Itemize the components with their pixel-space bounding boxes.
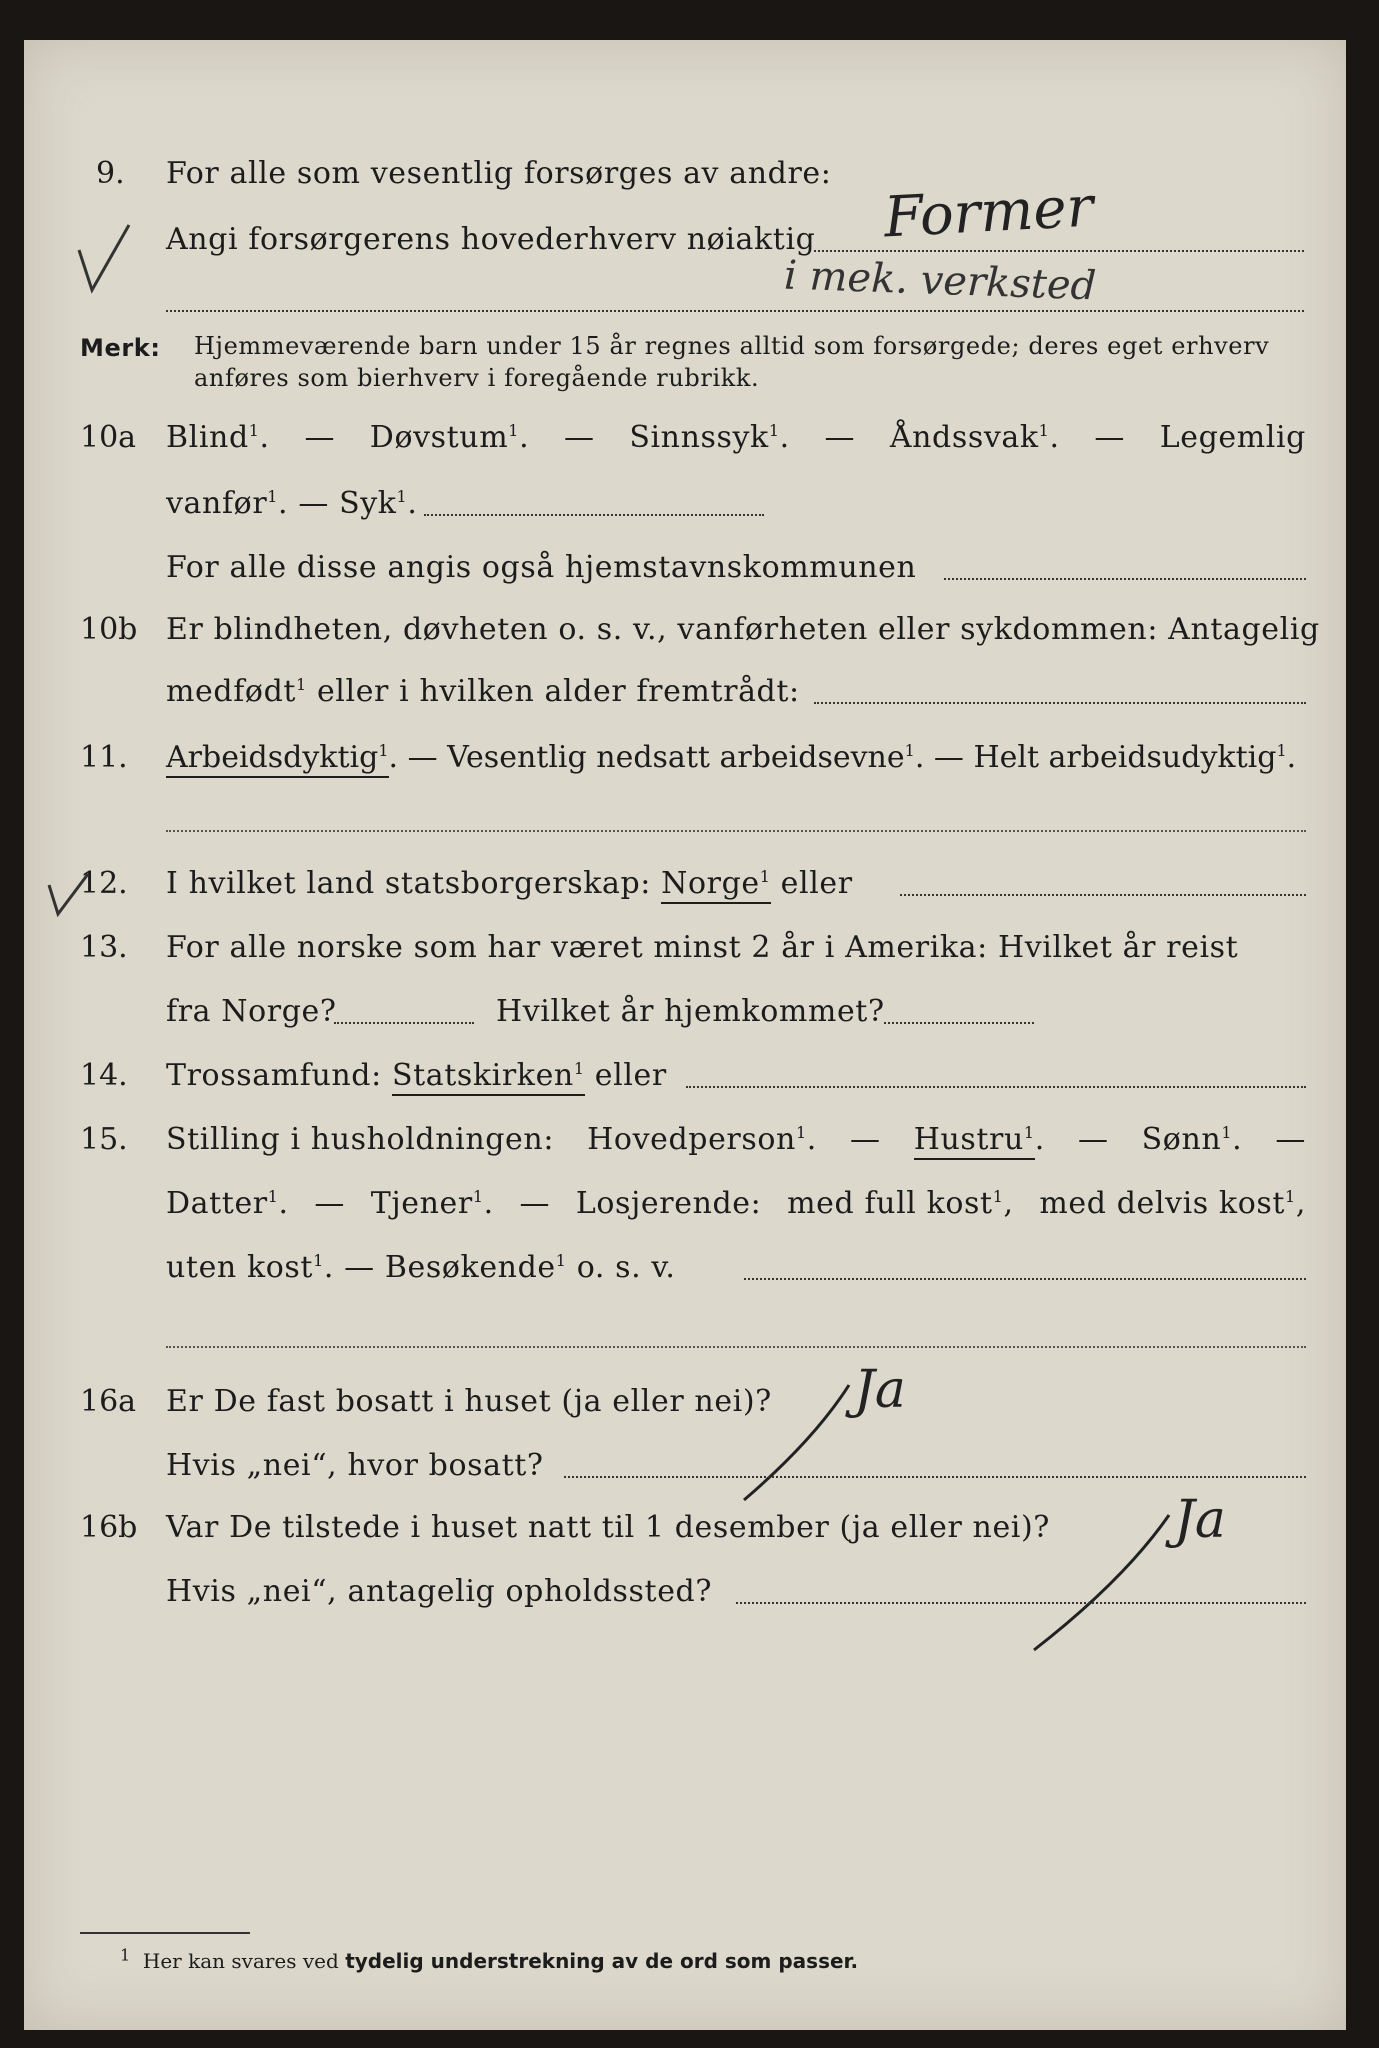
q15-hustru: Hustru$^1$. [914,1122,1045,1158]
footnote-emphasis: tydelig understrekning av de ord som passer. [345,1949,859,1973]
q9-line1: For alle som vesentlig forsørges av andre: [166,156,832,191]
q10a-syk-line [424,514,764,516]
q11-udyktig: Helt arbeidsudyktig$^1$ [973,740,1287,775]
checkmark-icon [44,870,94,920]
checkmark-icon [74,220,134,300]
q10a-line2: vanfør$^1$. — Syk$^1$. [166,486,418,521]
q10a-dovstum: Døvstum$^1$. [369,420,530,455]
q16b-handwritten-answer: Ja [1174,1490,1226,1550]
q10a-kommune-line [944,578,1306,580]
footnote-rule [80,1932,250,1934]
q15-answer-line [744,1278,1306,1280]
q14-line: Trossamfund: Statskirken$^1$ eller [166,1058,667,1094]
merk-line2: anføres som bierhverv i foregående rubrikk. [194,364,760,392]
q10a-blind: Blind$^1$. [166,420,270,455]
q9-line2: Angi forsørgerens hovederhverv nøiaktig [166,222,816,257]
q15-extra-line [166,1346,1306,1348]
q11-nedsatt: Vesentlig nedsatt arbeidsevne$^1$ [447,740,915,775]
q10b-line2: medfødt$^1$ eller i hvilken alder fremtrådt: [166,674,800,709]
q10a-syk: Syk$^1$. [339,486,418,521]
q15-sonn: Sønn$^1$. [1141,1122,1243,1157]
q16b-line2: Hvis „nei“, antagelig opholdssted? [166,1574,713,1609]
merk-label: Merk: [80,334,161,362]
q10b-answer-line [814,702,1306,704]
q9-answer-line-2 [166,310,1304,312]
q11-arbeidsdyktig: Arbeidsdyktig$^1$ [166,740,389,778]
q10a-vanfor: vanfør$^1$. [166,486,289,521]
q9-handwritten-answer-1: Former [882,174,1095,251]
q11-line: Arbeidsdyktig$^1$. — Vesentlig nedsatt arbeidsevne$^1$. — Helt arbeidsudyktig$^1$. [166,740,1296,776]
q13-number: 13. [80,930,128,965]
q10a-line1: Blind$^1$. — Døvstum$^1$. — Sinnssyk$^1$. — Åndssvak$^1$. — Legemlig [166,420,1306,455]
pen-stroke-icon [734,1380,854,1510]
q15-line3: uten kost$^1$. — Besøkende$^1$ o. s. v. [166,1250,676,1285]
q15-utenkost: uten kost$^1$ [166,1250,324,1285]
q12-answer-line [900,894,1306,896]
q16b-line1: Var De tilstede i huset natt til 1 desember (ja eller nei)? [166,1510,1050,1545]
q12-line: I hvilket land statsborgerskap: Norge$^1$ eller [166,866,853,902]
q14-statskirken: Statskirken$^1$ [392,1058,585,1096]
q15-tjener: Tjener$^1$. [370,1186,494,1221]
q15-number: 15. [80,1122,128,1157]
q11-number: 11. [80,740,128,775]
q16a-answer-line [564,1476,1306,1478]
q9-handwritten-answer-2: i mek. verksted [783,252,1098,310]
q15-delviskost: med delvis kost$^1$, [1039,1186,1306,1221]
q12-number: 12. [80,866,128,901]
q13-fra: fra Norge? [166,994,337,1029]
q15-hovedperson: Hovedperson$^1$. [587,1122,817,1157]
q15-datter: Datter$^1$. [166,1186,289,1221]
q10b-medfodt: medfødt$^1$ [166,674,307,709]
q13-hjem-line [884,1022,1034,1024]
q15-fullkost: med full kost$^1$, [787,1186,1014,1221]
pen-stroke-icon [1024,1510,1174,1660]
q10a-line3: For alle disse angis også hjemstavnskommunen [166,550,917,585]
q10b-line1: Er blindheten, døvheten o. s. v., vanførheten eller sykdommen: Antagelig [166,612,1320,647]
q16a-line2: Hvis „nei“, hvor bosatt? [166,1448,544,1483]
q10a-legemlig: Legemlig [1159,420,1306,455]
q15-besokende: Besøkende$^1$ [384,1250,567,1285]
q16a-number: 16a [80,1384,137,1419]
q9-number: 9. [96,156,125,191]
q14-number: 14. [80,1058,128,1093]
q12-norge: Norge$^1$ [661,866,770,904]
census-form-page [24,40,1346,2030]
q13-fra-line [334,1022,474,1024]
q15-line2: Datter$^1$. — Tjener$^1$. — Losjerende: med full kost$^1$, med delvis kost$^1$, [166,1186,1306,1221]
q14-answer-line [686,1086,1306,1088]
footnote: $^1$ Her kan svares ved tydelig understrekning av de ord som passer. [120,1945,859,1973]
q10b-number: 10b [80,612,138,647]
q16b-number: 16b [80,1510,138,1545]
q10a-sinnssyk: Sinnssyk$^1$. [629,420,790,455]
q15-line1: Stilling i husholdningen: Hovedperson$^1$. — Hustru$^1$. — Sønn$^1$. — [166,1122,1306,1158]
q11-answer-line [166,830,1306,832]
q16a-handwritten-answer: Ja [854,1360,906,1420]
q10a-andssvak: Åndssvak$^1$. [889,420,1060,455]
q10a-number: 10a [80,420,137,455]
q13-line1: For alle norske som har været minst 2 år i Amerika: Hvilket år reist [166,930,1239,965]
q13-hjem: Hvilket år hjemkommet? [496,994,885,1029]
q16b-answer-line [736,1602,1306,1604]
q16a-line1: Er De fast bosatt i huset (ja eller nei)? [166,1384,772,1419]
merk-line1: Hjemmeværende barn under 15 år regnes alltid som forsørgede; deres eget erhverv [194,332,1270,360]
